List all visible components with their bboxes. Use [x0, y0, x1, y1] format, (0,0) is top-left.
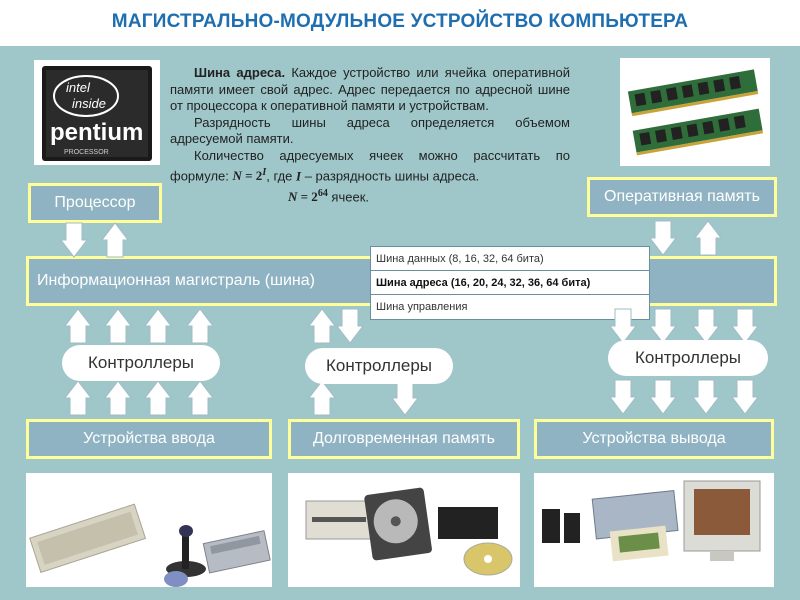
formula-intro: Количество адресуемых ячеек можно рассчитать по формуле: [170, 147, 570, 184]
bus-types-table [370, 246, 650, 320]
formula-var: I [296, 168, 302, 184]
controllers-input[interactable] [62, 345, 220, 381]
controllers-output-label: Контроллеры [634, 348, 742, 367]
output-devices-label: Устройства вывода [582, 430, 726, 447]
storage-block[interactable] [288, 419, 520, 459]
formula-where: , где [266, 168, 297, 184]
ram-photo [620, 58, 770, 166]
cpu-label-inside: inside [72, 96, 106, 111]
page-title: МАГИСТРАЛЬНО-МОДУЛЬНОЕ УСТРОЙСТВО КОМПЬЮТЕРА [111, 11, 689, 32]
formula2-n: N [288, 189, 298, 205]
input-devices-label: Устройства ввода [83, 430, 215, 447]
ram-block[interactable] [587, 177, 777, 217]
input-devices-image [26, 473, 272, 587]
processor-label: Процессор [54, 194, 136, 211]
output-devices-image [534, 473, 774, 587]
cpu-label-processor: PROCESSOR [64, 149, 109, 156]
address-bus-text: Каждое устройство или ячейка оперативной памяти имеет свой адрес. Адрес передается по адресной шине от процессора к оперативной памяти и устройствам. [170, 65, 570, 113]
controllers-input-label: Контроллеры [87, 353, 195, 372]
storage-devices-image [288, 473, 520, 587]
formula-explain: – разрядность шины адреса. [301, 168, 480, 184]
output-devices-photo [534, 473, 774, 587]
control-bus-row: Шина управления [376, 301, 468, 313]
cpu-label-pentium: pentium [50, 119, 144, 146]
formula2-eq: = 2 [297, 189, 318, 205]
data-bus-row: Шина данных (8, 16, 32, 64 бита) [371, 247, 649, 271]
bus-label: Информационная магистраль (шина) [37, 272, 315, 289]
ram-modules-image [620, 58, 770, 166]
controllers-storage[interactable] [305, 348, 453, 384]
ram-label: Оперативная память [604, 188, 760, 205]
controllers-storage-label: Контроллеры [325, 356, 433, 375]
formula2-exp: 64 [317, 187, 328, 199]
output-devices-block[interactable] [534, 419, 774, 459]
formula-eq: = 2 [241, 168, 263, 184]
address-bus-heading: Шина адреса. [194, 65, 286, 80]
storage-devices-photo [288, 473, 520, 587]
controllers-output[interactable] [608, 340, 768, 376]
input-devices-photo [26, 473, 272, 587]
formula-n: N [232, 168, 242, 184]
formula-exp: I [262, 167, 267, 178]
address-bus-description [170, 65, 570, 206]
address-bus-row: Шина адреса (16, 20, 24, 32, 36, 64 бита) [371, 271, 649, 295]
input-devices-block[interactable] [26, 419, 272, 459]
cpu-chip-image [34, 60, 160, 165]
processor-block[interactable] [28, 183, 162, 223]
cpu-label-intel: intel [66, 80, 90, 95]
bus-width-text: Разрядность шины адреса определяется объемом адресуемой памяти. [170, 114, 570, 146]
storage-label: Долговременная память [312, 430, 496, 447]
formula2-tail: ячеек. [327, 189, 369, 205]
cpu-photo [34, 60, 160, 165]
